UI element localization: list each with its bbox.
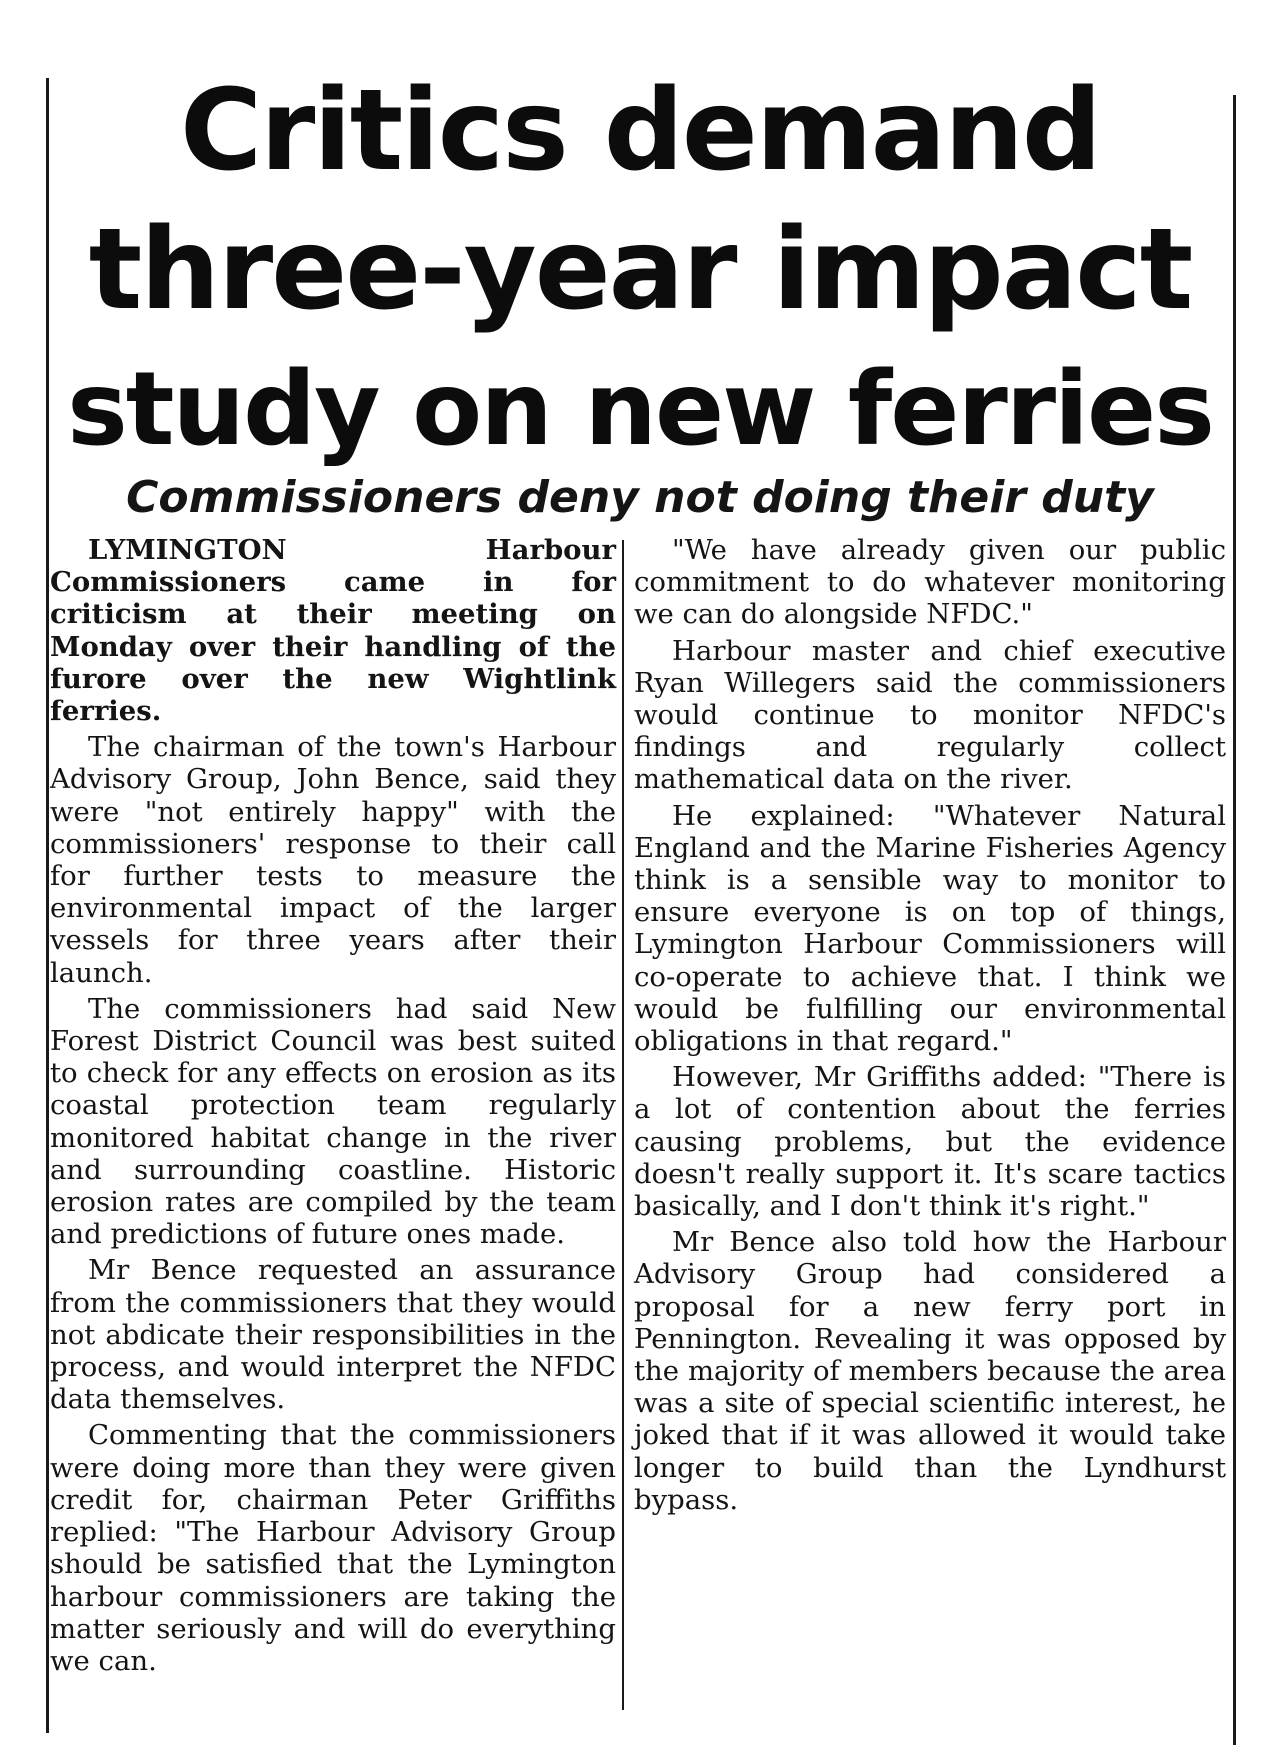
body-paragraph: "We have already given our public commitment to do whatever monitoring we can do alongside NFDC." — [634, 534, 1226, 631]
headline — [60, 62, 1220, 479]
body-paragraph: Harbour master and chief executive Ryan Willegers said the commissioners would continue to monitor NFDC's findings and regularly collect mathematical data on the river. — [634, 634, 1226, 796]
body-paragraph: The commissioners had said New Forest District Council was best suited to check for any effects on erosion as its coastal protection team regularly monitored habitat change in the river and surrounding coastline. Historic erosion rates are compiled by the team and predictions of future ones made. — [50, 992, 616, 1251]
body-paragraph: Mr Bence requested an assurance from the commissioners that they would not abdicate their responsibilities in the process, and would interpret the NFDC data themselves. — [50, 1254, 616, 1416]
left-column-rule — [46, 78, 49, 1733]
article-column-left — [50, 534, 616, 1681]
headline-line: Critics demand — [179, 66, 1101, 196]
body-paragraph: Mr Bence also told how the Harbour Advisory Group had considered a proposal for a new ferry port in Pennington. Revealing it was opposed by the majority of members because the area was a site of special scientific interest, he joked that if it was allowed it would take longer to build than the Lyndhurst bypass. — [634, 1226, 1226, 1516]
lead-paragraph: LYMINGTON Harbour Commissioners came in for criticism at their meeting on Monday over their handling of the furore over the new Wightlink ferries. — [50, 534, 616, 728]
body-paragraph: The chairman of the town's Harbour Advisory Group, John Bence, said they were "not entirely happy" with the commissioners' response to their call for further tests to measure the environmental impact of the larger vessels for three years after their launch. — [50, 731, 616, 989]
body-paragraph: Commenting that the commissioners were doing more than they were given credit for, chairman Peter Griffiths replied: "The Harbour Advisory Group should be satisfied that the Lymington harbour commissioners are taking the matter seriously and will do everything we can. — [50, 1419, 616, 1677]
article-column-right — [634, 534, 1226, 1520]
right-column-rule — [1233, 95, 1236, 1745]
headline-line: three-year impact — [88, 205, 1192, 335]
center-column-rule — [622, 540, 624, 1710]
standfirst: Commissioners deny not doing their duty — [126, 472, 1154, 523]
headline-line: study on new ferries — [67, 350, 1213, 469]
body-paragraph: However, Mr Griffiths added: "There is a lot of contention about the ferries causing problems, but the evidence doesn't really support it. It's scare tactics basically, and I don't think it's right." — [634, 1061, 1226, 1223]
body-paragraph: He explained: "Whatever Natural England and the Marine Fisheries Agency think is a sensible way to monitor to ensure everyone is on top of things, Lymington Harbour Commissioners will co-operate to achieve that. I think we would be fulfilling our environmental obligations in that regard." — [634, 799, 1226, 1058]
